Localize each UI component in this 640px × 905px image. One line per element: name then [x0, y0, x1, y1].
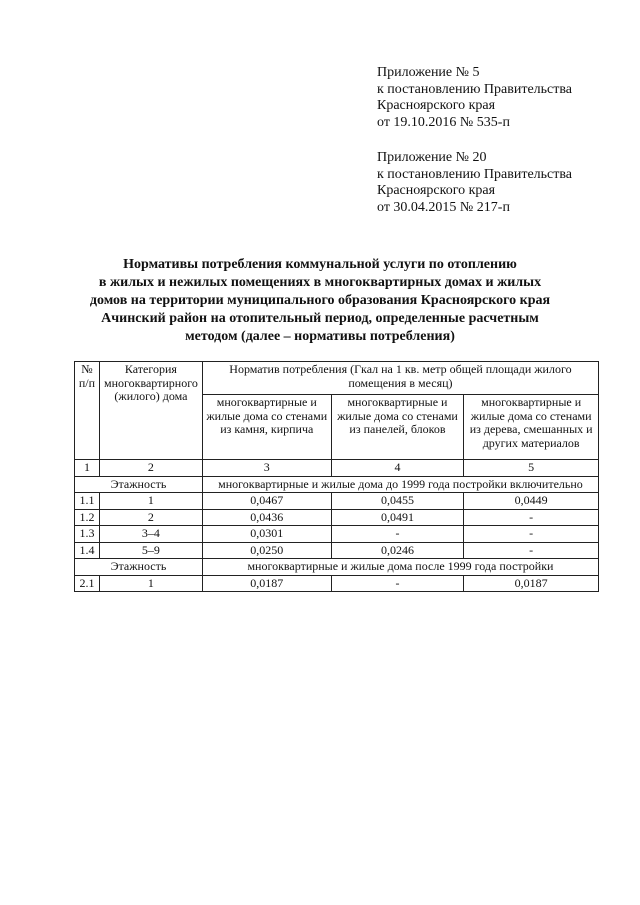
- row-floors: 3–4: [99, 526, 202, 543]
- row-floors: 1: [99, 493, 202, 510]
- annex-previous-line4: от 30.04.2015 № 217-п: [377, 199, 510, 215]
- row-floors: 1: [99, 575, 202, 592]
- row-wood: -: [464, 542, 599, 559]
- section2-label: Этажность: [75, 559, 203, 576]
- annex-current-line3: Красноярского края: [377, 98, 496, 113]
- column-number: 5: [464, 460, 599, 477]
- table-row: [75, 575, 599, 592]
- section1-label: Этажность: [75, 476, 203, 493]
- row-panel: 0,0246: [331, 542, 464, 559]
- annex-previous-line3: Красноярского края: [377, 183, 496, 198]
- row-num: 1.4: [75, 542, 100, 559]
- row-wood: 0,0187: [464, 575, 599, 592]
- header-norm: Норматив потребления (Гкал на 1 кв. метр общей площади жилого помещения в месяц): [202, 362, 598, 395]
- title-line4: Ачинский район на отопительный период, определенные расчетным: [101, 311, 539, 326]
- row-panel: -: [331, 575, 464, 592]
- row-stone: 0,0436: [202, 509, 331, 526]
- row-num: 1.1: [75, 493, 100, 510]
- section1-header-row: [75, 476, 599, 493]
- annex-previous: [377, 150, 572, 216]
- annex-current-line1: Приложение № 5: [377, 65, 480, 80]
- header-num: № п/п: [75, 362, 100, 460]
- column-number: 4: [331, 460, 464, 477]
- row-wood: -: [464, 526, 599, 543]
- row-num: 1.2: [75, 509, 100, 526]
- section1-title: многоквартирные и жилые дома до 1999 года постройки включительно: [202, 476, 598, 493]
- column-number: 2: [99, 460, 202, 477]
- row-stone: 0,0187: [202, 575, 331, 592]
- document-title: [70, 256, 570, 346]
- column-number: 1: [75, 460, 100, 477]
- annex-current: [377, 65, 572, 131]
- row-panel: 0,0491: [331, 509, 464, 526]
- annex-previous-line1: Приложение № 20: [377, 150, 487, 165]
- row-panel: -: [331, 526, 464, 543]
- header-category: Категория многоквартирного (жилого) дома: [99, 362, 202, 460]
- header-material-stone: многоквартирные и жилые дома со стенами из камня, кирпича: [202, 395, 331, 460]
- title-line2: в жилых и нежилых помещениях в многоквартирных домах и жилых: [98, 275, 542, 290]
- annex-current-line2: к постановлению Правительства: [377, 81, 573, 97]
- row-floors: 2: [99, 509, 202, 526]
- title-line1: Нормативы потребления коммунальной услуги по отоплению: [123, 257, 517, 272]
- table-header-row: [75, 362, 599, 395]
- row-stone: 0,0467: [202, 493, 331, 510]
- row-num: 2.1: [75, 575, 100, 592]
- table-row: [75, 526, 599, 543]
- norms-table: [74, 361, 599, 592]
- annex-current-line4: от 19.10.2016 № 535-п: [377, 114, 510, 130]
- table-row: [75, 542, 599, 559]
- row-wood: -: [464, 509, 599, 526]
- title-line3: домов на территории муниципального образования Красноярского края: [89, 293, 551, 308]
- section2-header-row: [75, 559, 599, 576]
- table-row: [75, 509, 599, 526]
- header-material-wood: многоквартирные и жилые дома со стенами из дерева, смешанных и других материалов: [464, 395, 599, 460]
- column-numbers-row: [75, 460, 599, 477]
- table-row: [75, 493, 599, 510]
- row-floors: 5–9: [99, 542, 202, 559]
- title-line5: методом (далее – нормативы потребления): [185, 329, 455, 344]
- row-panel: 0,0455: [331, 493, 464, 510]
- header-material-panel: многоквартирные и жилые дома со стенами из панелей, блоков: [331, 395, 464, 460]
- row-stone: 0,0250: [202, 542, 331, 559]
- row-num: 1.3: [75, 526, 100, 543]
- row-wood: 0,0449: [464, 493, 599, 510]
- section2-title: многоквартирные и жилые дома после 1999 года постройки: [202, 559, 598, 576]
- row-stone: 0,0301: [202, 526, 331, 543]
- annex-previous-line2: к постановлению Правительства: [377, 166, 573, 182]
- column-number: 3: [202, 460, 331, 477]
